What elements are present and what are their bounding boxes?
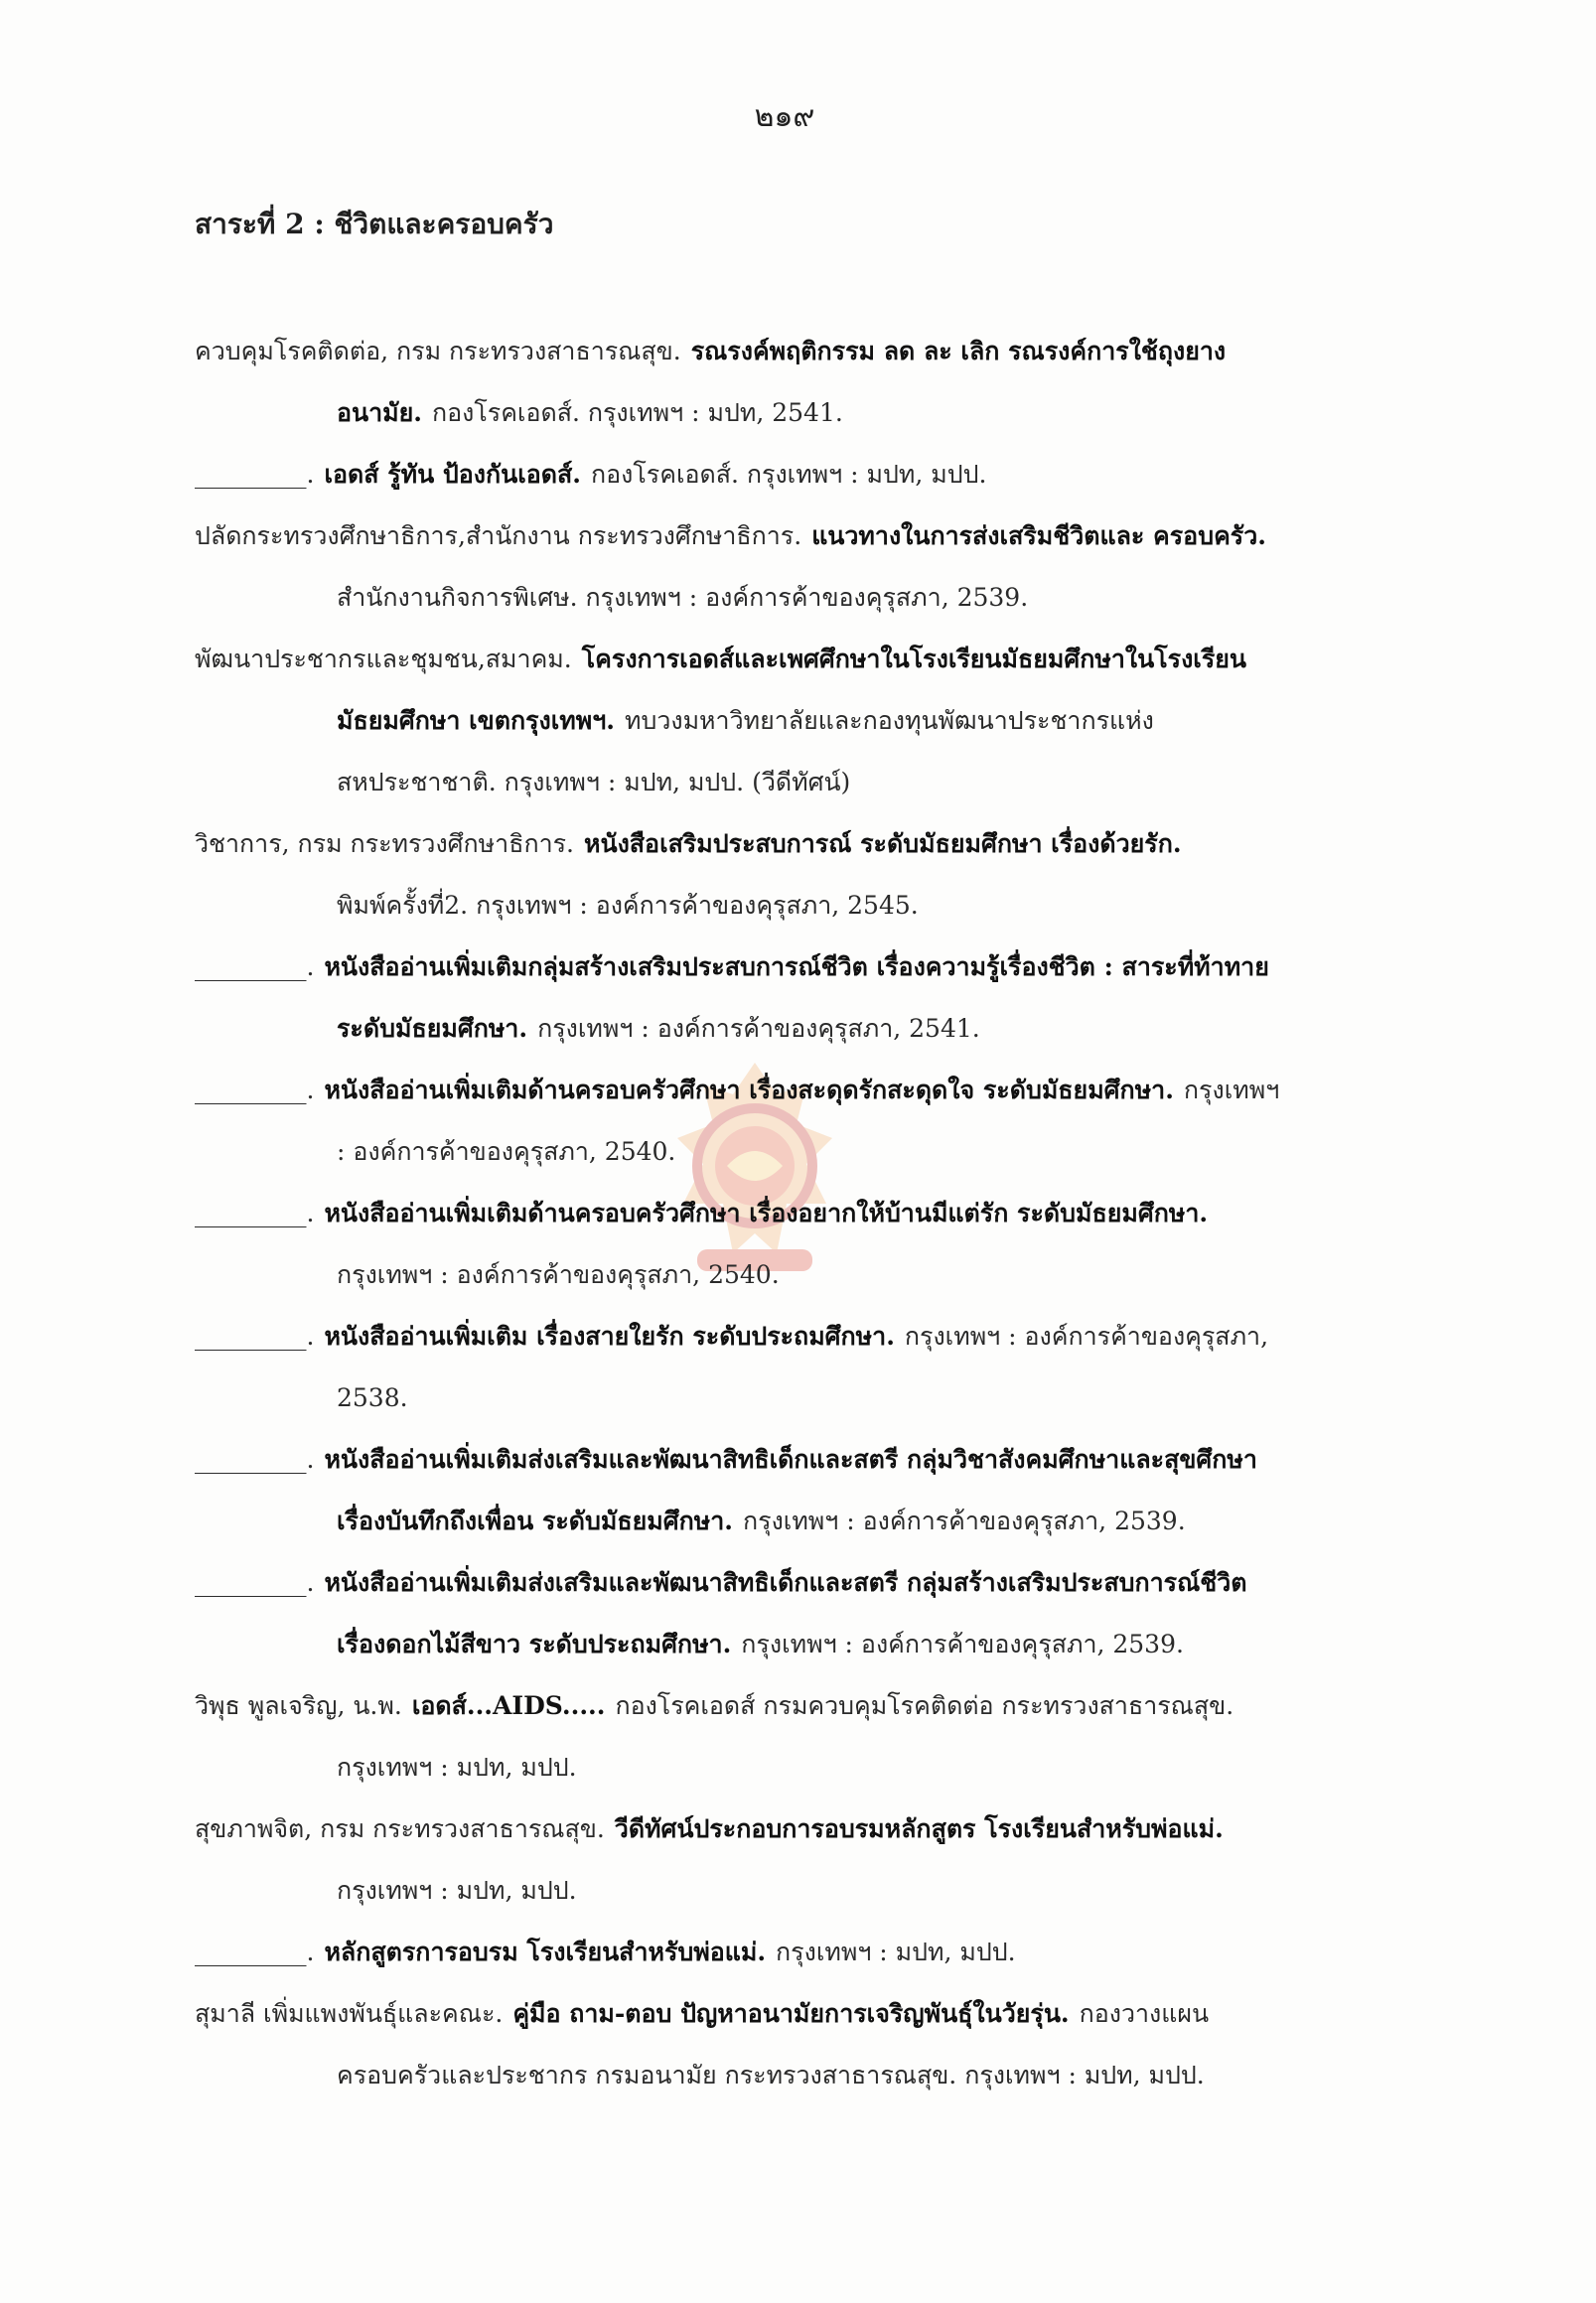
- reference-line: [195, 1429, 1496, 1491]
- reference-line: [195, 1306, 1496, 1367]
- reference-publication: พิมพ์ครั้งที่2. กรุงเทพฯ : องค์การค้าของคุรุสภา, 2545.: [337, 891, 919, 920]
- reference-title: หนังสืออ่านเพิ่มเติมส่งเสริมและพัฒนาสิทธิเด็กและสตรี กลุ่มสร้างเสริมประสบการณ์ชีวิต: [324, 1568, 1247, 1597]
- reference-line: [195, 629, 1496, 690]
- reference-author: สุขภาพจิต, กรม กระทรวงสาธารณสุข.: [195, 1814, 605, 1843]
- reference-publication: กองวางแผน: [1079, 1999, 1210, 2028]
- reference-title: มัธยมศึกษา เขตกรุงเทพฯ.: [337, 706, 615, 735]
- reference-line: [195, 1737, 1496, 1799]
- reference-list: [195, 321, 1496, 2106]
- reference-title: คู่มือ ถาม-ตอบ ปัญหาอนามัยการเจริญพันธุ์ในวัยรุ่น.: [512, 1999, 1070, 2028]
- reference-title: หนังสืออ่านเพิ่มเติมด้านครอบครัวศึกษา เรื่องอยากให้บ้านมีแต่รัก ระดับมัธยมศึกษา.: [324, 1199, 1209, 1227]
- reference-entry: [195, 1060, 1496, 1183]
- reference-entry: [195, 1552, 1496, 1675]
- reference-line: [195, 1860, 1496, 1922]
- reference-title: วีดีทัศน์ประกอบการอบรมหลักสูตร โรงเรียนสำหรับพ่อแม่.: [614, 1814, 1224, 1843]
- reference-line: [195, 690, 1496, 752]
- reference-title: หนังสือเสริมประสบการณ์ ระดับมัธยมศึกษา เรื่องด้วยรัก.: [584, 829, 1182, 858]
- reference-line: [195, 1060, 1496, 1121]
- reference-publication: สำนักงานกิจการพิเศษ. กรุงเทพฯ : องค์การค้าของคุรุสภา, 2539.: [337, 583, 1029, 612]
- reference-line: [195, 1183, 1496, 1244]
- reference-publication: กรุงเทพฯ : องค์การค้าของคุรุสภา, 2539.: [741, 1630, 1184, 1658]
- reference-title: หนังสืออ่านเพิ่มเติมกลุ่มสร้างเสริมประสบการณ์ชีวิต เรื่องความรู้เรื่องชีวิต : สาระที่ท้าทาย: [324, 952, 1269, 981]
- reference-publication: กรุงเทพฯ : องค์การค้าของคุรุสภา, 2541.: [537, 1014, 980, 1043]
- reference-title: รณรงค์พฤติกรรม ลด ละ เลิก รณรงค์การใช้ถุงยาง: [690, 337, 1227, 365]
- reference-entry: [195, 813, 1496, 936]
- reference-line: [195, 1922, 1496, 1983]
- reference-line: [195, 813, 1496, 875]
- reference-line: [195, 1491, 1496, 1552]
- reference-publication: กรุงเทพฯ : องค์การค้าของคุรุสภา, 2540.: [337, 1260, 780, 1289]
- reference-line: [195, 1244, 1496, 1306]
- reference-author: _________.: [195, 1322, 315, 1351]
- section-title: สาระที่ 2 : ชีวิตและครอบครัว: [195, 208, 554, 240]
- reference-title: เอดส์ รู้ทัน ป้องกันเอดส์.: [324, 460, 581, 489]
- reference-title: แนวทางในการส่งเสริมชีวิตและ ครอบครัว.: [811, 521, 1266, 550]
- reference-line: [195, 936, 1496, 998]
- reference-author: _________.: [195, 1938, 315, 1966]
- reference-author: วิชาการ, กรม กระทรวงศึกษาธิการ.: [195, 829, 575, 858]
- reference-entry: [195, 1675, 1496, 1799]
- reference-line: [195, 382, 1496, 444]
- reference-title: หนังสืออ่านเพิ่มเติม เรื่องสายใยรัก ระดับประถมศึกษา.: [324, 1322, 895, 1351]
- reference-entry: [195, 1799, 1496, 1922]
- reference-title: เรื่องดอกไม้สีขาว ระดับประถมศึกษา.: [337, 1630, 732, 1658]
- reference-line: [195, 1799, 1496, 1860]
- reference-title: หลักสูตรการอบรม โรงเรียนสำหรับพ่อแม่.: [324, 1938, 767, 1966]
- reference-publication: กรุงเทพฯ : มปท, มปป.: [776, 1938, 1016, 1966]
- reference-title: หนังสืออ่านเพิ่มเติมด้านครอบครัวศึกษา เรื่องสะดุดรักสะดุดใจ ระดับมัธยมศึกษา.: [324, 1076, 1174, 1104]
- reference-line: [195, 505, 1496, 567]
- reference-title: เรื่องบันทึกถึงเพื่อน ระดับมัธยมศึกษา.: [337, 1507, 733, 1535]
- reference-publication: กรุงเทพฯ : มปท, มปป.: [337, 1876, 577, 1905]
- reference-author: _________.: [195, 1199, 315, 1227]
- reference-title: หนังสืออ่านเพิ่มเติมส่งเสริมและพัฒนาสิทธิเด็กและสตรี กลุ่มวิชาสังคมศึกษาและสุขศึกษา: [324, 1445, 1257, 1474]
- reference-line: [195, 2045, 1496, 2106]
- reference-entry: [195, 1922, 1496, 1983]
- reference-line: [195, 444, 1496, 505]
- reference-entry: [195, 1183, 1496, 1306]
- reference-line: [195, 1552, 1496, 1614]
- reference-publication: กรุงเทพฯ : องค์การค้าของคุรุสภา,: [904, 1322, 1269, 1351]
- reference-entry: [195, 505, 1496, 629]
- reference-publication: : องค์การค้าของคุรุสภา, 2540.: [337, 1137, 676, 1166]
- reference-line: [195, 1367, 1496, 1429]
- reference-line: [195, 321, 1496, 382]
- reference-entry: [195, 936, 1496, 1060]
- reference-publication: 2538.: [337, 1383, 408, 1412]
- reference-entry: [195, 629, 1496, 813]
- reference-line: [195, 1614, 1496, 1675]
- reference-line: [195, 567, 1496, 629]
- reference-entry: [195, 1429, 1496, 1552]
- reference-line: [195, 1121, 1496, 1183]
- reference-author: สุมาลี เพิ่มแพงพันธุ์และคณะ.: [195, 1999, 504, 2028]
- reference-publication: ทบวงมหาวิทยาลัยและกองทุนพัฒนาประชากรแห่ง: [624, 706, 1154, 735]
- reference-author: _________.: [195, 1568, 315, 1597]
- reference-title: ระดับมัธยมศึกษา.: [337, 1014, 528, 1043]
- reference-line: [195, 875, 1496, 936]
- reference-entry: [195, 1306, 1496, 1429]
- reference-publication: กองโรคเอดส์. กรุงเทพฯ : มปท, มปป.: [591, 460, 987, 489]
- reference-line: [195, 1675, 1496, 1737]
- reference-publication: กรุงเทพฯ : มปท, มปป.: [337, 1753, 577, 1782]
- reference-title: อนามัย.: [337, 398, 422, 427]
- reference-author: วิพุธ พูลเจริญ, น.พ.: [195, 1691, 402, 1720]
- reference-line: [195, 998, 1496, 1060]
- reference-author: _________.: [195, 952, 315, 981]
- reference-line: [195, 1983, 1496, 2045]
- reference-title: เอดส์...AIDS.....: [411, 1691, 606, 1720]
- reference-entry: [195, 444, 1496, 505]
- reference-publication: สหประชาชาติ. กรุงเทพฯ : มปท, มปป. (วีดีทัศน์): [337, 768, 851, 796]
- page-number: ๒๑๙: [754, 99, 815, 134]
- reference-publication: กรุงเทพฯ : องค์การค้าของคุรุสภา, 2539.: [743, 1507, 1186, 1535]
- reference-title: โครงการเอดส์และเพศศึกษาในโรงเรียนมัธยมศึกษาในโรงเรียน: [581, 645, 1246, 673]
- reference-publication: กองโรคเอดส์. กรุงเทพฯ : มปท, 2541.: [431, 398, 843, 427]
- reference-line: [195, 752, 1496, 813]
- reference-author: _________.: [195, 1445, 315, 1474]
- reference-publication: กองโรคเอดส์ กรมควบคุมโรคติดต่อ กระทรวงสาธารณสุข.: [615, 1691, 1234, 1720]
- reference-author: _________.: [195, 460, 315, 489]
- reference-author: พัฒนาประชากรและชุมชน,สมาคม.: [195, 645, 572, 673]
- reference-entry: [195, 1983, 1496, 2106]
- reference-author: ปลัดกระทรวงศึกษาธิการ,สำนักงาน กระทรวงศึกษาธิการ.: [195, 521, 802, 550]
- reference-author: _________.: [195, 1076, 315, 1104]
- reference-entry: [195, 321, 1496, 444]
- reference-author: ควบคุมโรคติดต่อ, กรม กระทรวงสาธารณสุข.: [195, 337, 681, 365]
- reference-publication: ครอบครัวและประชากร กรมอนามัย กระทรวงสาธารณสุข. กรุงเทพฯ : มปท, มปป.: [337, 2061, 1205, 2089]
- reference-publication: กรุงเทพฯ: [1183, 1076, 1280, 1104]
